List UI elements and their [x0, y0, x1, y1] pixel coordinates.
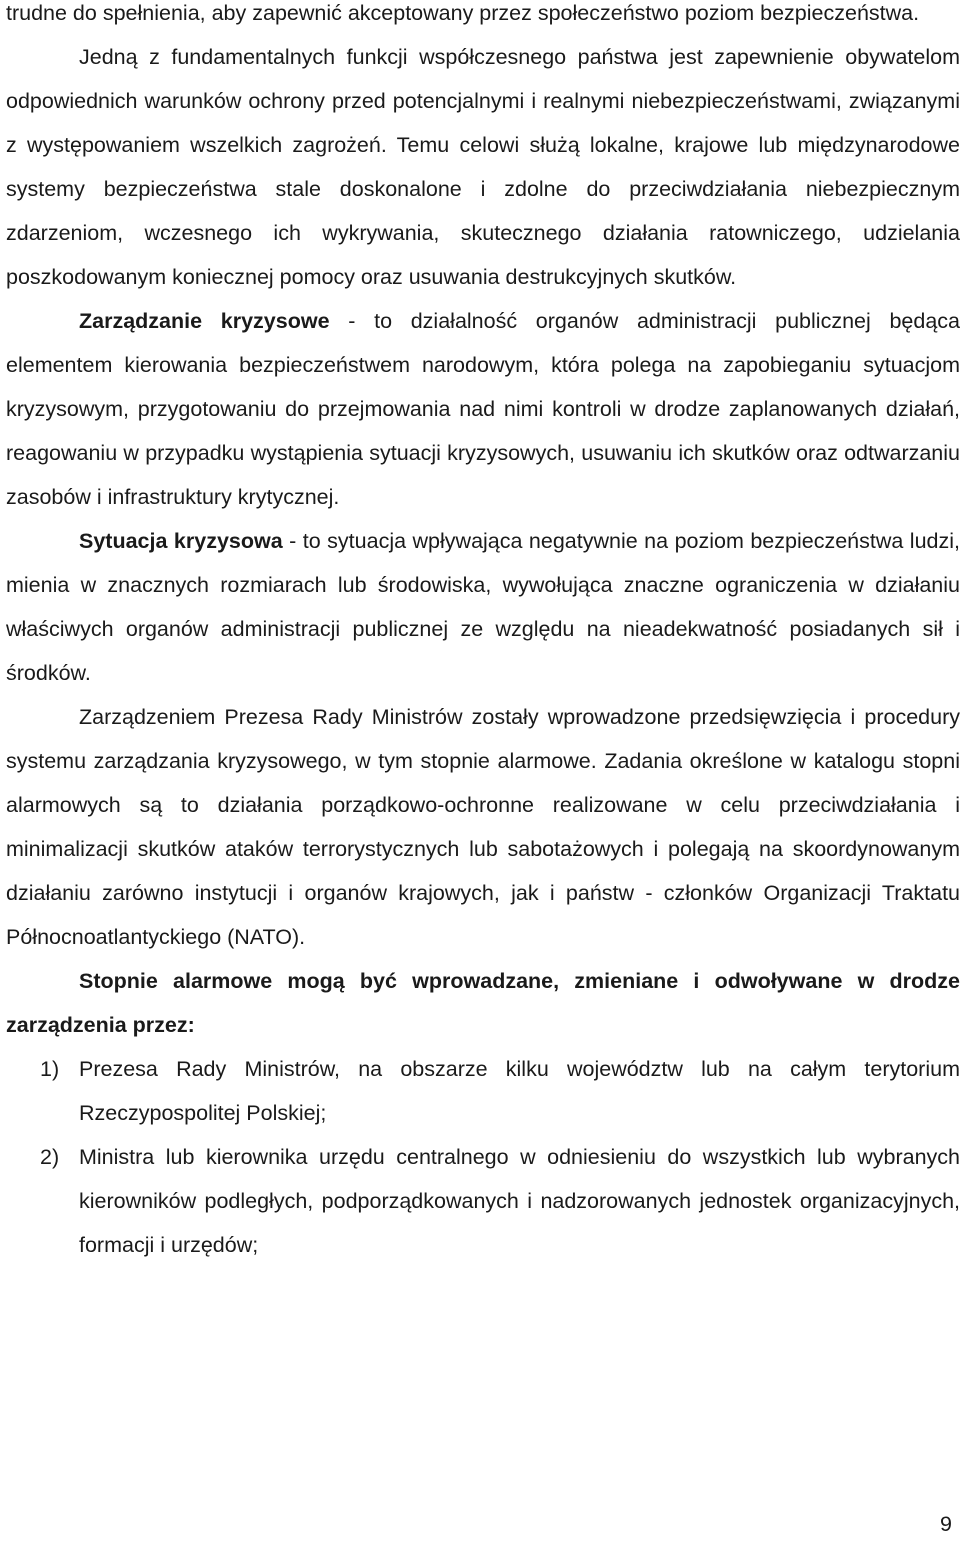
list-item-number: 2) — [40, 1145, 60, 1169]
paragraph-continuation: trudne do spełnienia, aby zapewnić akceptowany przez społeczeństwo poziom bezpieczeństwa. — [6, 1, 920, 25]
list-item-text: Ministra lub kierownika urzędu centralnego w odniesieniu do wszystkich lub wybranych kierowników podległych, podporządkowanych i nadzorowanych jednostek organizacyjnych, formacji i urzędów; — [79, 1145, 960, 1257]
authority-list — [6, 1047, 960, 1267]
paragraph-crisis-situation-definition — [6, 519, 960, 695]
term-crisis-situation: Sytuacja kryzysowa — [79, 529, 283, 553]
list-item-text: Prezesa Rady Ministrów, na obszarze kilku województw lub na całym terytorium Rzeczypospolitej Polskiej; — [79, 1057, 960, 1125]
term-crisis-management: Zarządzanie kryzysowe — [79, 309, 330, 333]
list-item-number: 1) — [40, 1057, 60, 1081]
list-item — [6, 1135, 960, 1267]
paragraph-alert-levels-authority: Stopnie alarmowe mogą być wprowadzane, zmieniane i odwoływane w drodze zarządzenia przez: — [6, 969, 960, 1037]
paragraph-alert-levels-ordinance: Zarządzeniem Prezesa Rady Ministrów zostały wprowadzone przedsięwzięcia i procedury systemu zarządzania kryzysowego, w tym stopnie alarmowe. Zadania określone w katalogu stopni alarmowych są to działania porządkowo-ochronne realizowane w celu przeciwdziałania i minimalizacji skutków ataków terrorystycznych lub sabotażowych i polegają na skoordynowanym działaniu zarówno instytucji i organów krajowych, jak i państw - członków Organizacji Traktatu Północnoatlantyckiego (NATO). — [6, 705, 960, 949]
paragraph-crisis-management-definition — [6, 299, 960, 519]
definition-crisis-management: - to działalność organów administracji publicznej będąca elementem kierowania bezpieczeństwem narodowym, która polega na zapobieganiu sytuacjom kryzysowym, przygotowaniu do przejmowania nad nimi kontroli w drodze zaplanowanych działań, reagowaniu w przypadku wystąpienia sytuacji kryzysowych, usuwaniu ich skutków oraz odtwarzaniu zasobów i infrastruktury krytycznej. — [6, 309, 960, 509]
paragraph-state-security-function: Jedną z fundamentalnych funkcji współczesnego państwa jest zapewnienie obywatelom odpowiednich warunków ochrony przed potencjalnymi i realnymi niebezpieczeństwami, związanymi z występowaniem wszelkich zagrożeń. Temu celowi służą lokalne, krajowe lub międzynarodowe systemy bezpieczeństwa stale doskonalone i zdolne do przeciwdziałania niebezpiecznym zdarzeniom, wczesnego ich wykrywania, skutecznego działania ratowniczego, udzielania poszkodowanym koniecznej pomocy oraz usuwania destrukcyjnych skutków. — [6, 45, 960, 289]
definition-crisis-situation: - to sytuacja wpływająca negatywnie na poziom bezpieczeństwa ludzi, mienia w znacznych rozmiarach lub środowiska, wywołująca znaczne ograniczenia w działaniu właściwych organów administracji publicznej ze względu na nieadekwatność posiadanych sił i środków. — [6, 529, 960, 685]
document-page — [6, 0, 960, 1267]
list-item — [6, 1047, 960, 1135]
page-number: 9 — [940, 1512, 952, 1536]
